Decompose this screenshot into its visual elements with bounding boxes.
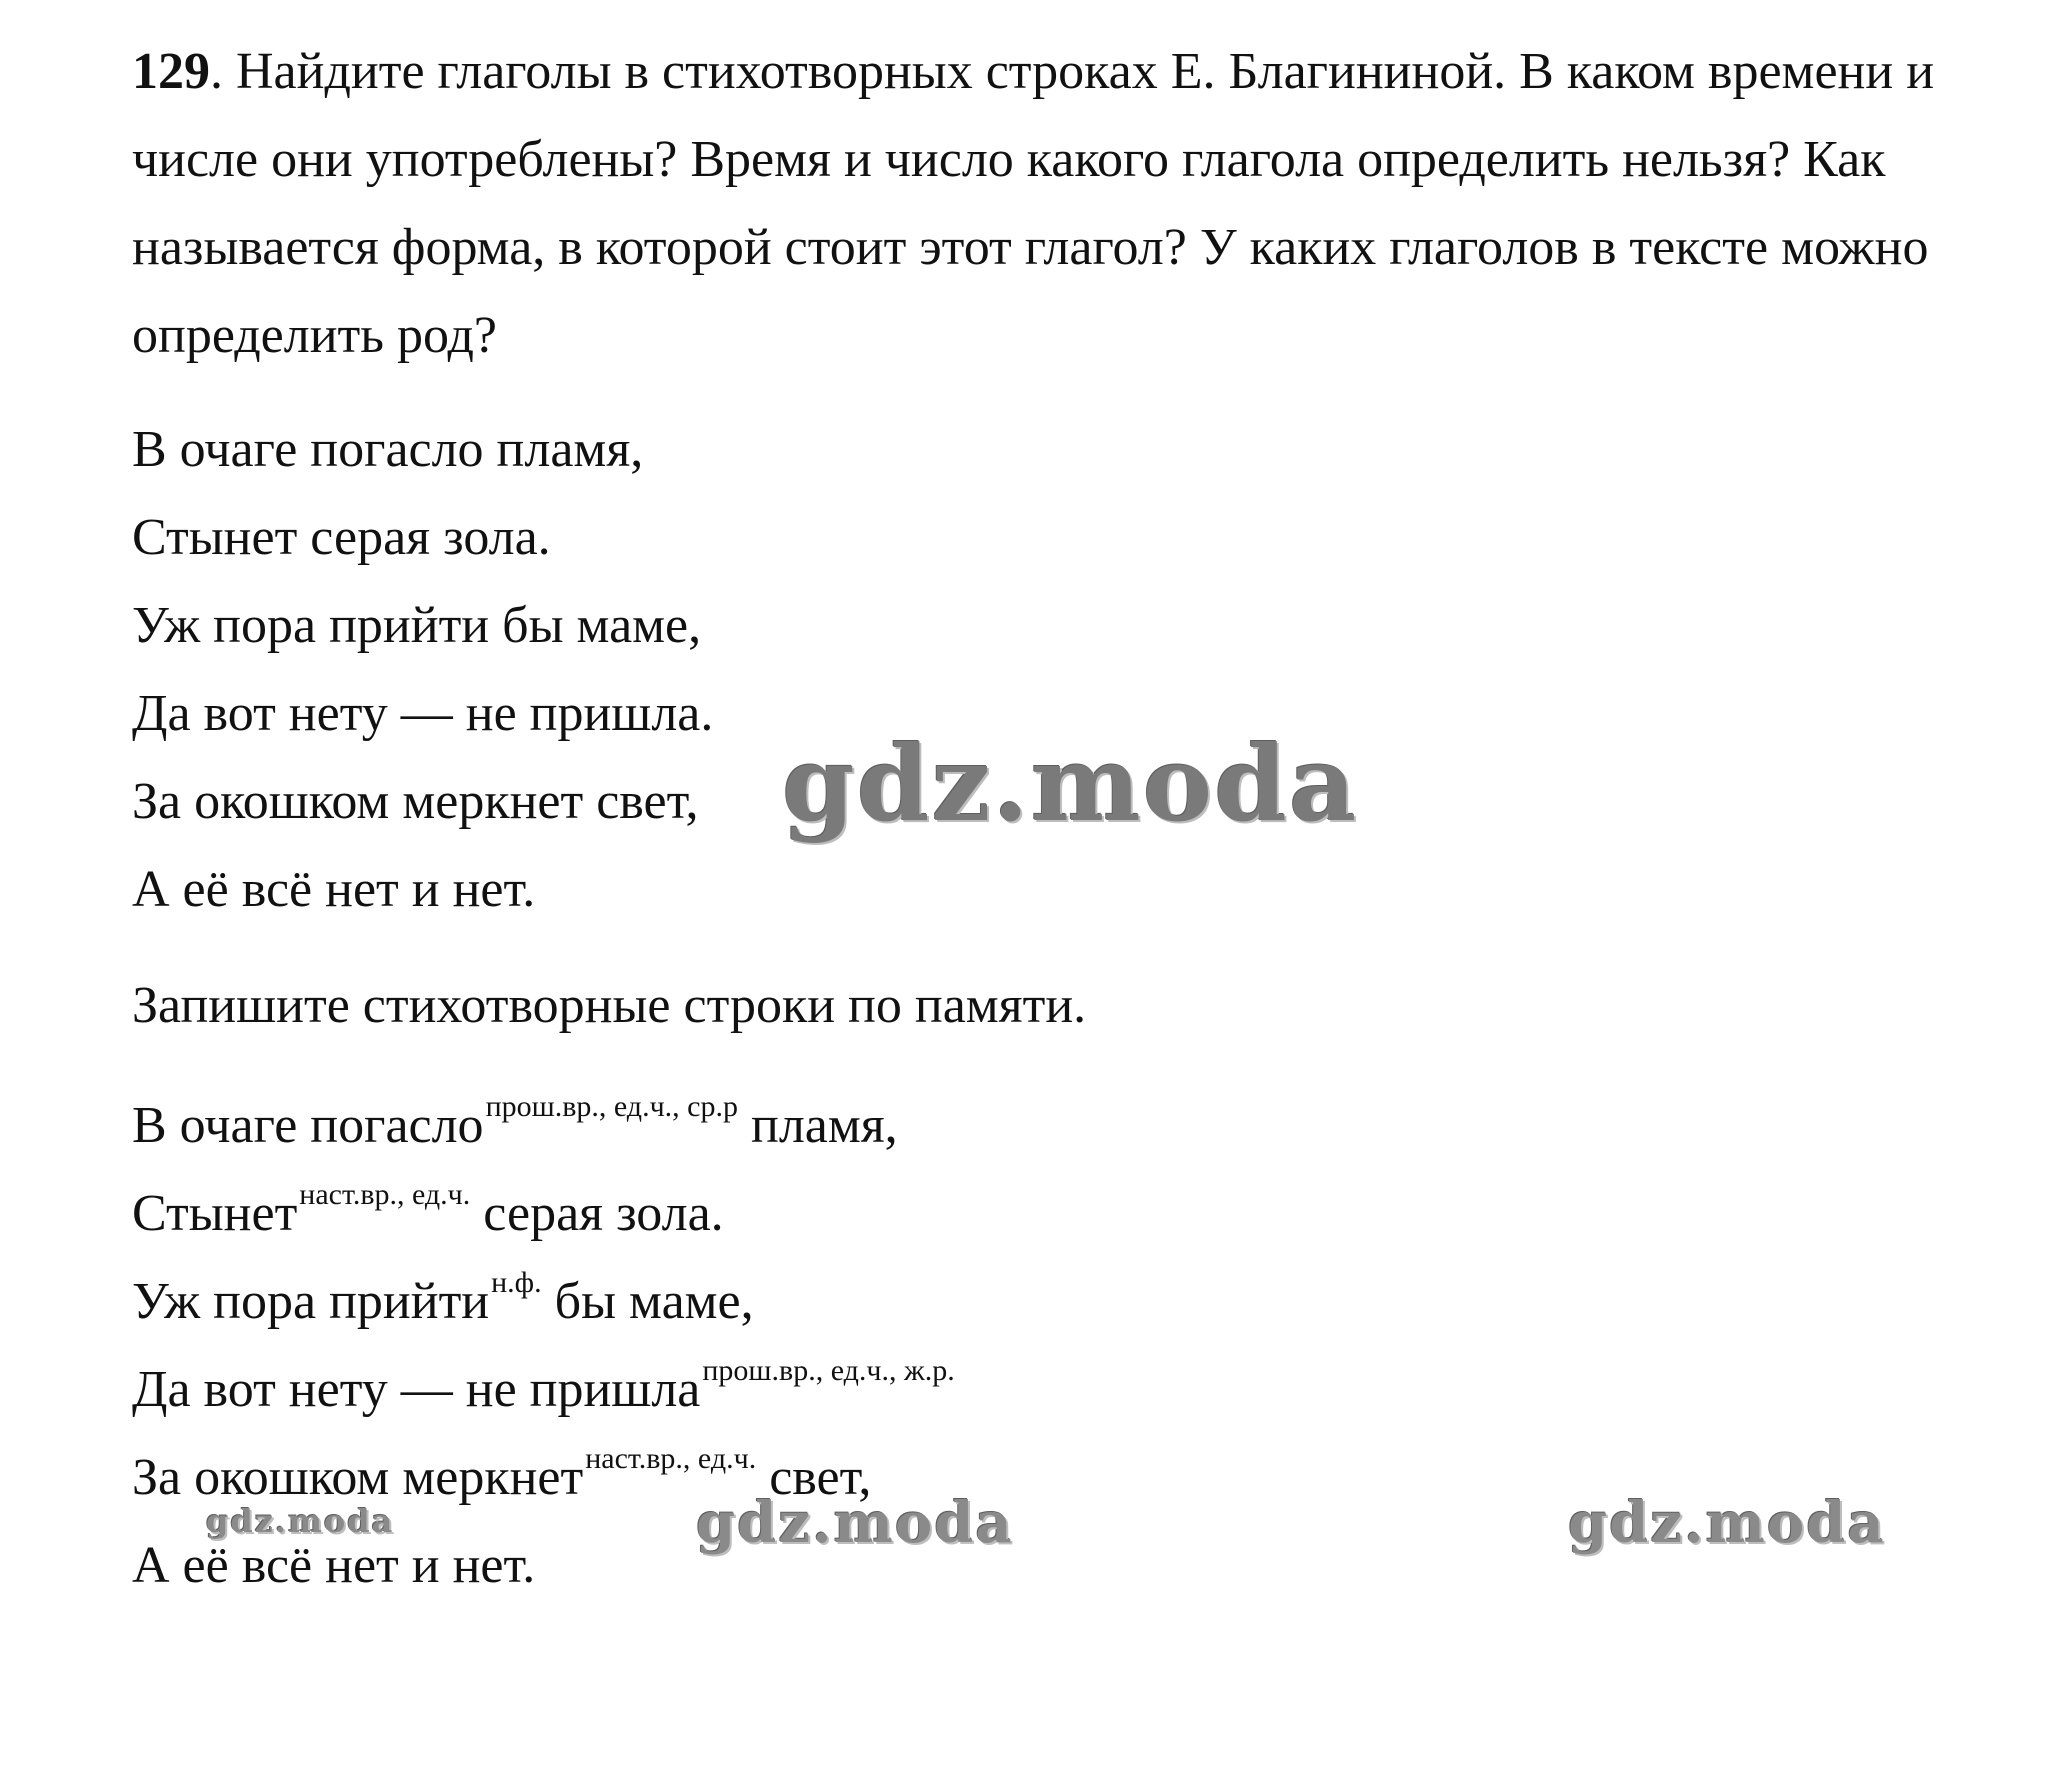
poem-line: А её всё нет и нет. [132, 861, 536, 918]
annotated-line [132, 1170, 955, 1258]
annotated-line-text: Да вот нету — не пришла [132, 1361, 701, 1418]
grammar-note: прош.вр., ед.ч., ж.р. [702, 1354, 955, 1387]
poem-line: Да вот нету — не пришла. [132, 685, 714, 742]
grammar-note: наст.вр., ед.ч. [299, 1178, 471, 1211]
instruction: Запишите стихотворные строки по памяти. [132, 977, 1087, 1034]
poem-line: Стынет серая зола. [132, 509, 551, 566]
task-text: . Найдите глаголы в стихотворных строках Е. Благининой. В каком времени и числе они употреблены? Время и число какого глагола определить нельзя? Как называется форма, в которой стоит этот глагол? У каких глаголов в тексте можно определить род? [132, 43, 1935, 364]
annotated-line-tail: серая зола. [470, 1185, 724, 1242]
annotated-line-text: Стынет [132, 1185, 298, 1242]
task-paragraph [132, 28, 1952, 380]
annotated-line-tail: пламя, [737, 1097, 898, 1154]
watermark: gdz.moda [696, 1490, 1014, 1556]
annotated-line-tail: бы маме, [541, 1273, 754, 1330]
grammar-note: н.ф. [491, 1266, 542, 1299]
grammar-note: наст.вр., ед.ч. [585, 1442, 757, 1475]
poem-line: Уж пора прийти бы маме, [132, 597, 702, 654]
annotated-line-tail: свет, [756, 1449, 872, 1506]
annotated-line-text: А её всё нет и нет. [132, 1537, 536, 1594]
annotated-line [132, 1082, 955, 1170]
annotated-line-text: Уж пора прийти [132, 1273, 490, 1330]
watermark: gdz.moda [782, 722, 1359, 845]
watermark: gdz.moda [206, 1502, 395, 1540]
annotated-line [132, 1346, 955, 1434]
poem [132, 406, 713, 934]
poem-line: За окошком меркнет свет, [132, 773, 699, 830]
watermark: gdz.moda [1568, 1490, 1886, 1556]
annotated-line [132, 1258, 955, 1346]
annotated-line-text: В очаге погасло [132, 1097, 484, 1154]
poem-line: В очаге погасло пламя, [132, 421, 644, 478]
task-number: 129 [132, 43, 210, 100]
grammar-note: прош.вр., ед.ч., ср.р [485, 1090, 738, 1123]
annotated-line-text: За окошком меркнет [132, 1449, 584, 1506]
